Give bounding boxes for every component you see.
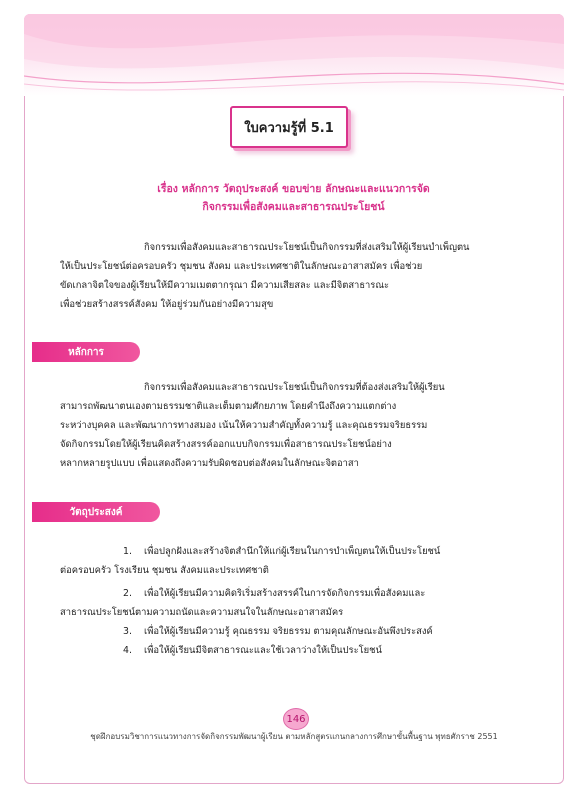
principles-paragraph xyxy=(60,378,500,473)
objective-item-2: 2. เพื่อให้ผู้เรียนมีความคิดริเริ่มสร้างสรรค์ในการจัดกิจกรรมเพื่อสังคมและ สาธารณประโยชน์ตามความถนัดและความสนใจในลักษณะอาสาสมัคร xyxy=(60,588,426,618)
objective-item-3: 3. เพื่อให้ผู้เรียนมีความรู้ คุณธรรม จริยธรรม ตามคุณลักษณะอันพึงประสงค์ xyxy=(123,626,433,637)
title-box xyxy=(230,106,348,148)
objectives-heading: วัตถุประสงค์ xyxy=(32,502,160,522)
principles-line: หลากหลายรูปแบบ เพื่อแสดงถึงความรับผิดชอบต่อสังคมในลักษณะจิตอาสา xyxy=(60,458,359,469)
intro-line: เพื่อช่วยสร้างสรรค์สังคม ให้อยู่ร่วมกันอย่างมีความสุข xyxy=(60,299,274,310)
footer-text: ชุดฝึกอบรมวิชาการแนวทางการจัดกิจกรรมพัฒนาผู้เรียน ตามหลักสูตรแกนกลางการศึกษาขั้นพื้นฐาน พุทธศักราช 2551 xyxy=(90,732,498,741)
principles-line: จัดกิจกรรมโดยให้ผู้เรียนคิดสร้างสรรค์ออกแบบกิจกรรมเพื่อสาธารณประโยชน์อย่าง xyxy=(60,439,392,450)
intro-line: กิจกรรมเพื่อสังคมและสาธารณประโยชน์เป็นกิจกรรมที่ส่งเสริมให้ผู้เรียนบำเพ็ญตน xyxy=(144,242,470,253)
header-decoration xyxy=(24,14,564,96)
principles-line: สามารถพัฒนาตนเองตามธรรมชาติและเต็มตามศักยภาพ โดยคำนึงถึงความแตกต่าง xyxy=(60,401,397,412)
intro-line: ขัดเกลาจิตใจของผู้เรียนให้มีความเมตตากรุณา มีความเสียสละ และมีจิตสาธารณะ xyxy=(60,280,390,291)
principles-line: ระหว่างบุคคล และพัฒนาการทางสมอง เน้นให้ความสำคัญทั้งความรู้ และคุณธรรมจริยธรรม xyxy=(60,420,428,431)
principles-heading: หลักการ xyxy=(32,342,140,362)
subject-line-2: กิจกรรมเพื่อสังคมและสาธารณประโยชน์ xyxy=(202,201,385,213)
principles-line: กิจกรรมเพื่อสังคมและสาธารณประโยชน์เป็นกิจกรรมที่ต้องส่งเสริมให้ผู้เรียน xyxy=(144,382,445,393)
page-title: ใบความรู้ที่ 5.1 xyxy=(244,120,334,136)
page-number: 146 xyxy=(283,708,309,730)
objective-item-4: 4. เพื่อให้ผู้เรียนมีจิตสาธารณะและใช้เวลาว่างให้เป็นประโยชน์ xyxy=(123,645,382,656)
wave-decoration xyxy=(24,14,564,96)
subject-line-1: เรื่อง หลักการ วัตถุประสงค์ ขอบข่าย ลักษณะและแนวการจัด xyxy=(157,183,430,195)
intro-line: ให้เป็นประโยชน์ต่อครอบครัว ชุมชน สังคม และประเทศชาติในลักษณะอาสาสมัคร เพื่อช่วย xyxy=(60,261,423,272)
intro-paragraph xyxy=(60,238,500,314)
objective-item-1: 1. เพื่อปลูกฝังและสร้างจิตสำนึกให้แก่ผู้เรียนในการบำเพ็ญตนให้เป็นประโยชน์ ต่อครอบครัว โรงเรียน ชุมชน สังคมและประเทศชาติ xyxy=(60,546,441,576)
